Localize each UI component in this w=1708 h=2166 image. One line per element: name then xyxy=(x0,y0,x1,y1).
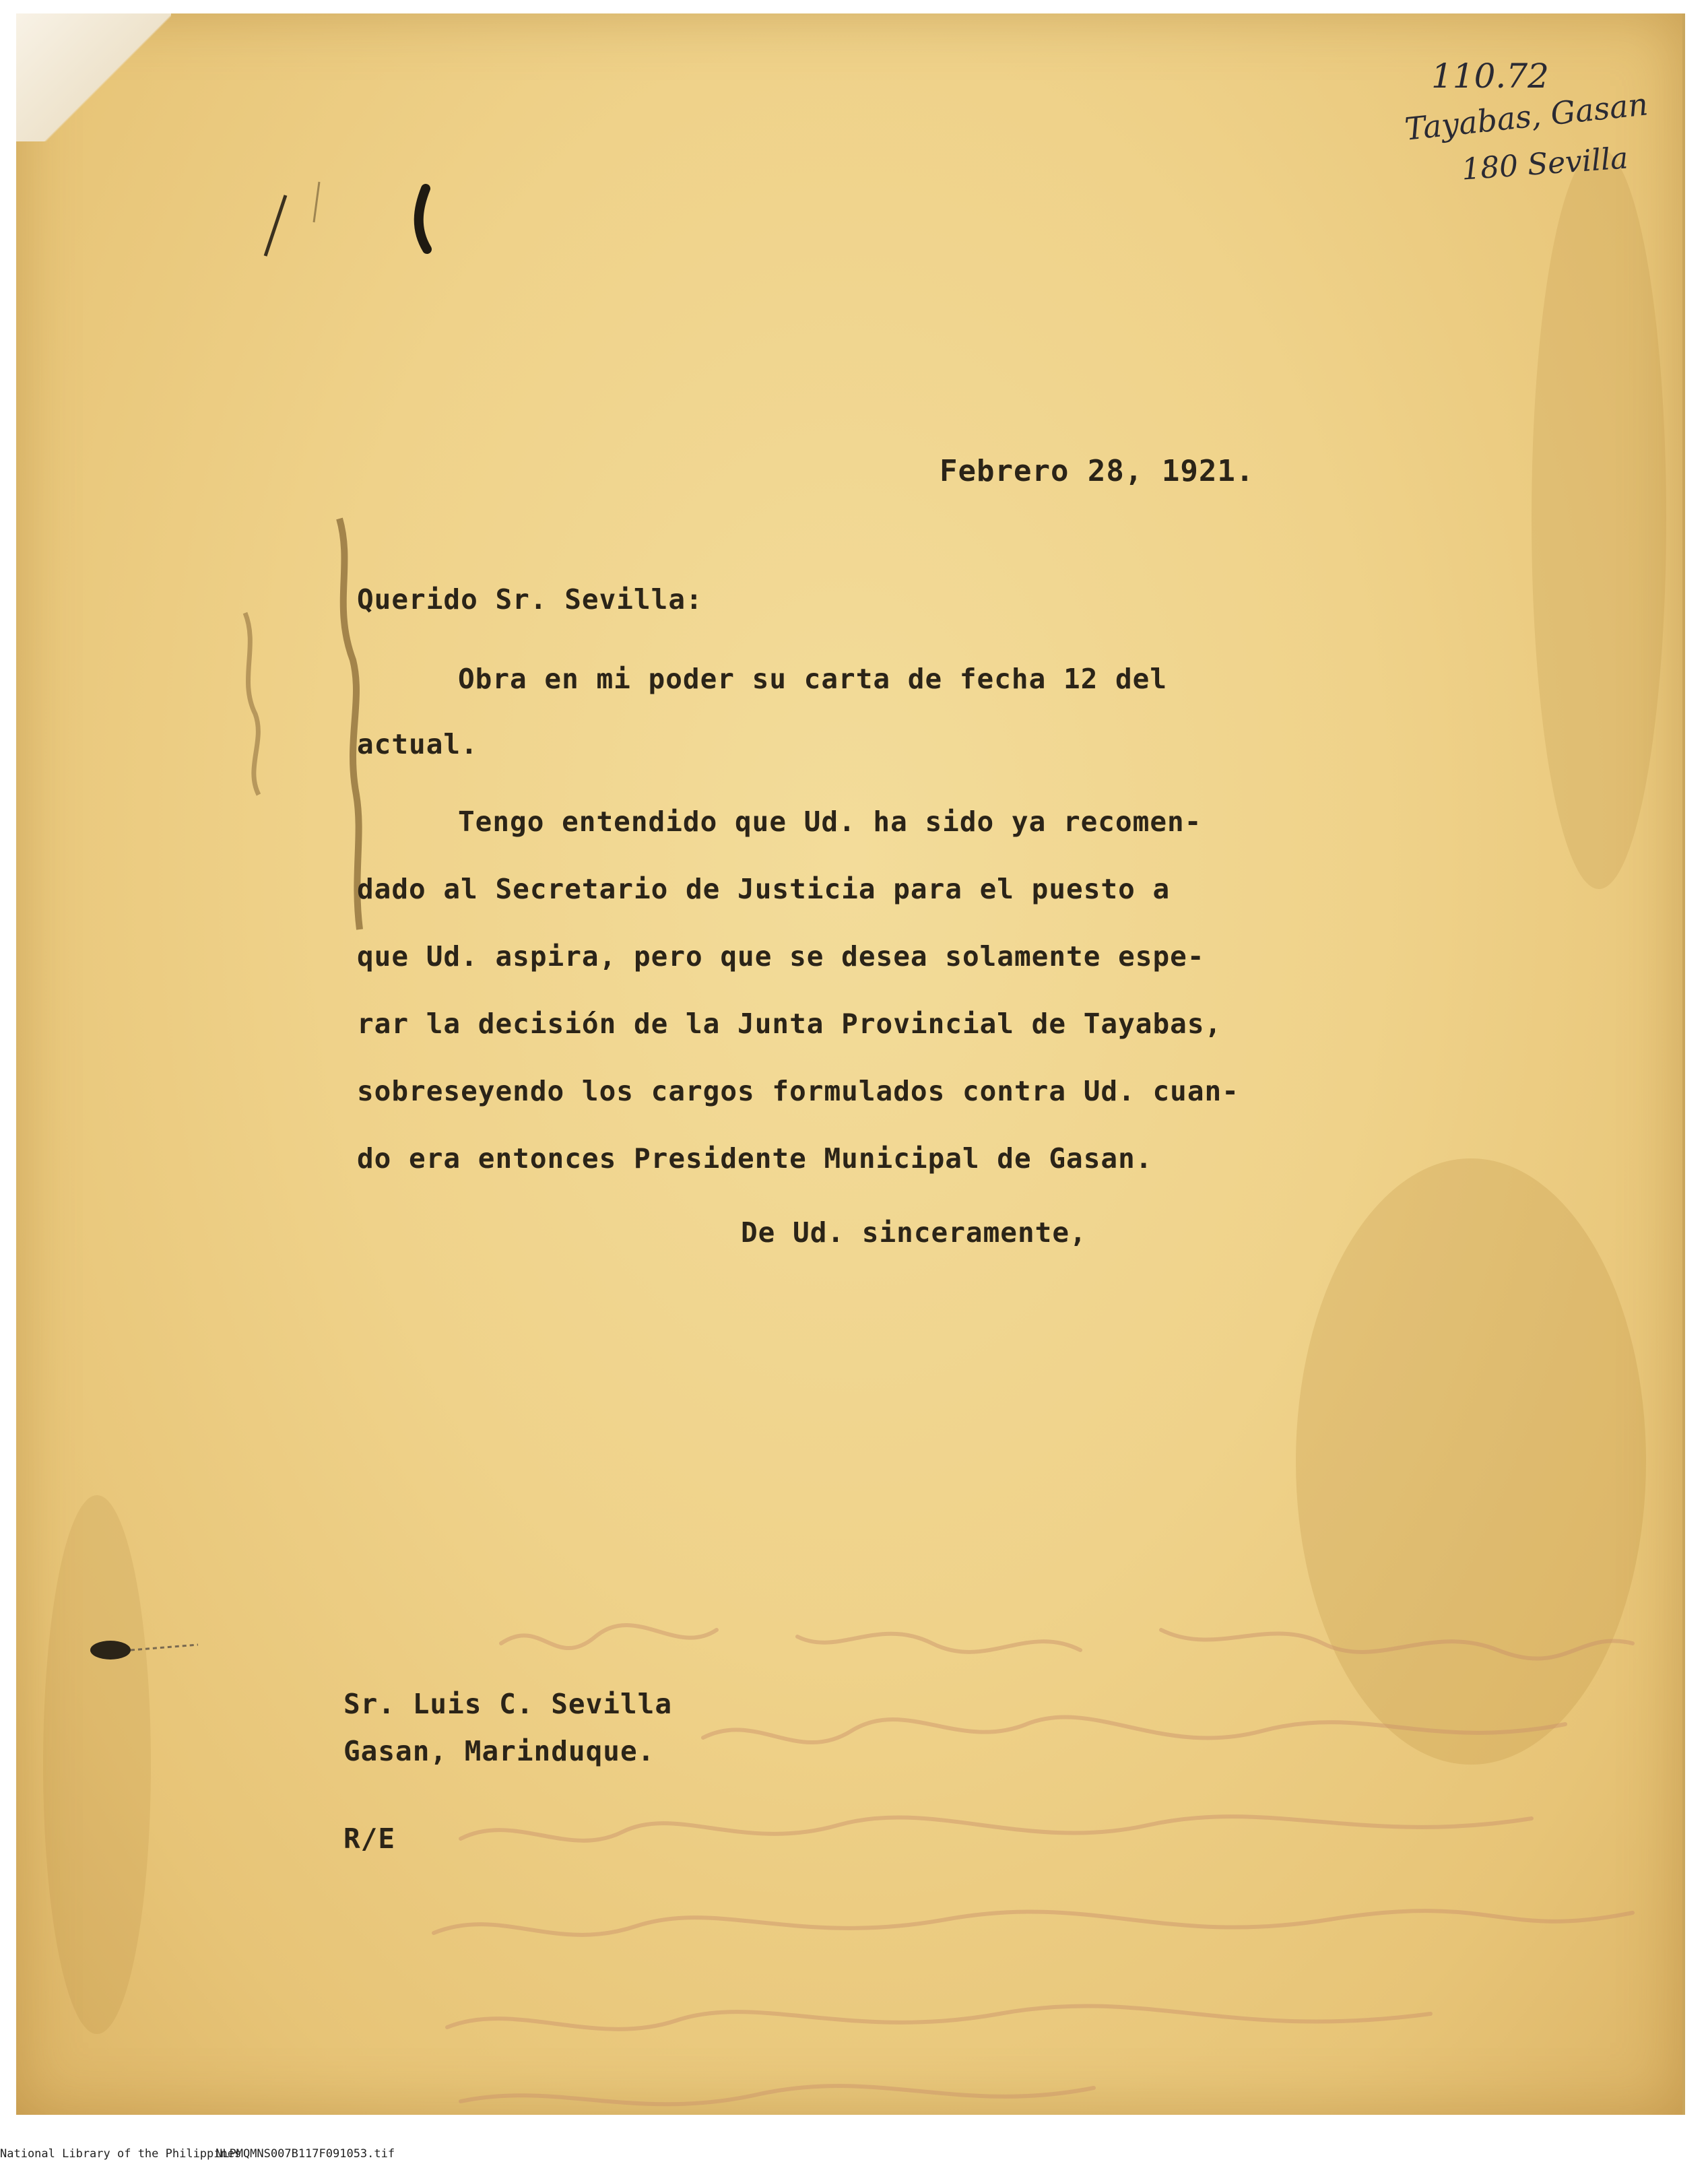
ink-blot xyxy=(70,1630,205,1670)
edge-stain xyxy=(1532,148,1666,889)
body-line: Obra en mi poder su carta de fecha 12 del xyxy=(458,663,1168,695)
recipient-name: Sr. Luis C. Sevilla xyxy=(343,1688,672,1720)
ink-smudge-marks xyxy=(238,148,440,263)
body-line: actual. xyxy=(357,728,478,760)
recipient-address: Gasan, Marinduque. xyxy=(343,1735,655,1767)
body-line: sobreseyendo los cargos formulados contra Ud. cuan- xyxy=(357,1075,1239,1107)
letter-page xyxy=(16,13,1685,2115)
body-line: que Ud. aspira, pero que se desea solamente espe- xyxy=(357,940,1205,973)
letter-closing: De Ud. sinceramente, xyxy=(741,1216,1087,1249)
letter-date: Febrero 28, 1921. xyxy=(940,454,1255,488)
edge-stain-left xyxy=(43,1495,151,2034)
torn-corner xyxy=(16,13,171,141)
typist-initials: R/E xyxy=(343,1823,396,1855)
archive-number-annotation: 110.72 xyxy=(1431,57,1549,96)
body-line: Tengo entendido que Ud. ha sido ya recomen- xyxy=(458,806,1202,838)
body-line: dado al Secretario de Justicia para el puesto a xyxy=(357,873,1171,905)
footer-file-name: NLPMQMNS007B117F091053.tif xyxy=(216,2147,395,2161)
body-line: rar la decisión de la Junta Provincial de Tayabas, xyxy=(357,1008,1222,1040)
body-line: do era entonces Presidente Municipal de Gasan. xyxy=(357,1142,1153,1175)
letter-salutation: Querido Sr. Sevilla: xyxy=(357,583,703,616)
location-annotation: Tayabas, Gasan xyxy=(1403,86,1650,147)
name-annotation: 180 Sevilla xyxy=(1460,141,1629,187)
footer-library-name: National Library of the Philippines xyxy=(0,2147,242,2161)
